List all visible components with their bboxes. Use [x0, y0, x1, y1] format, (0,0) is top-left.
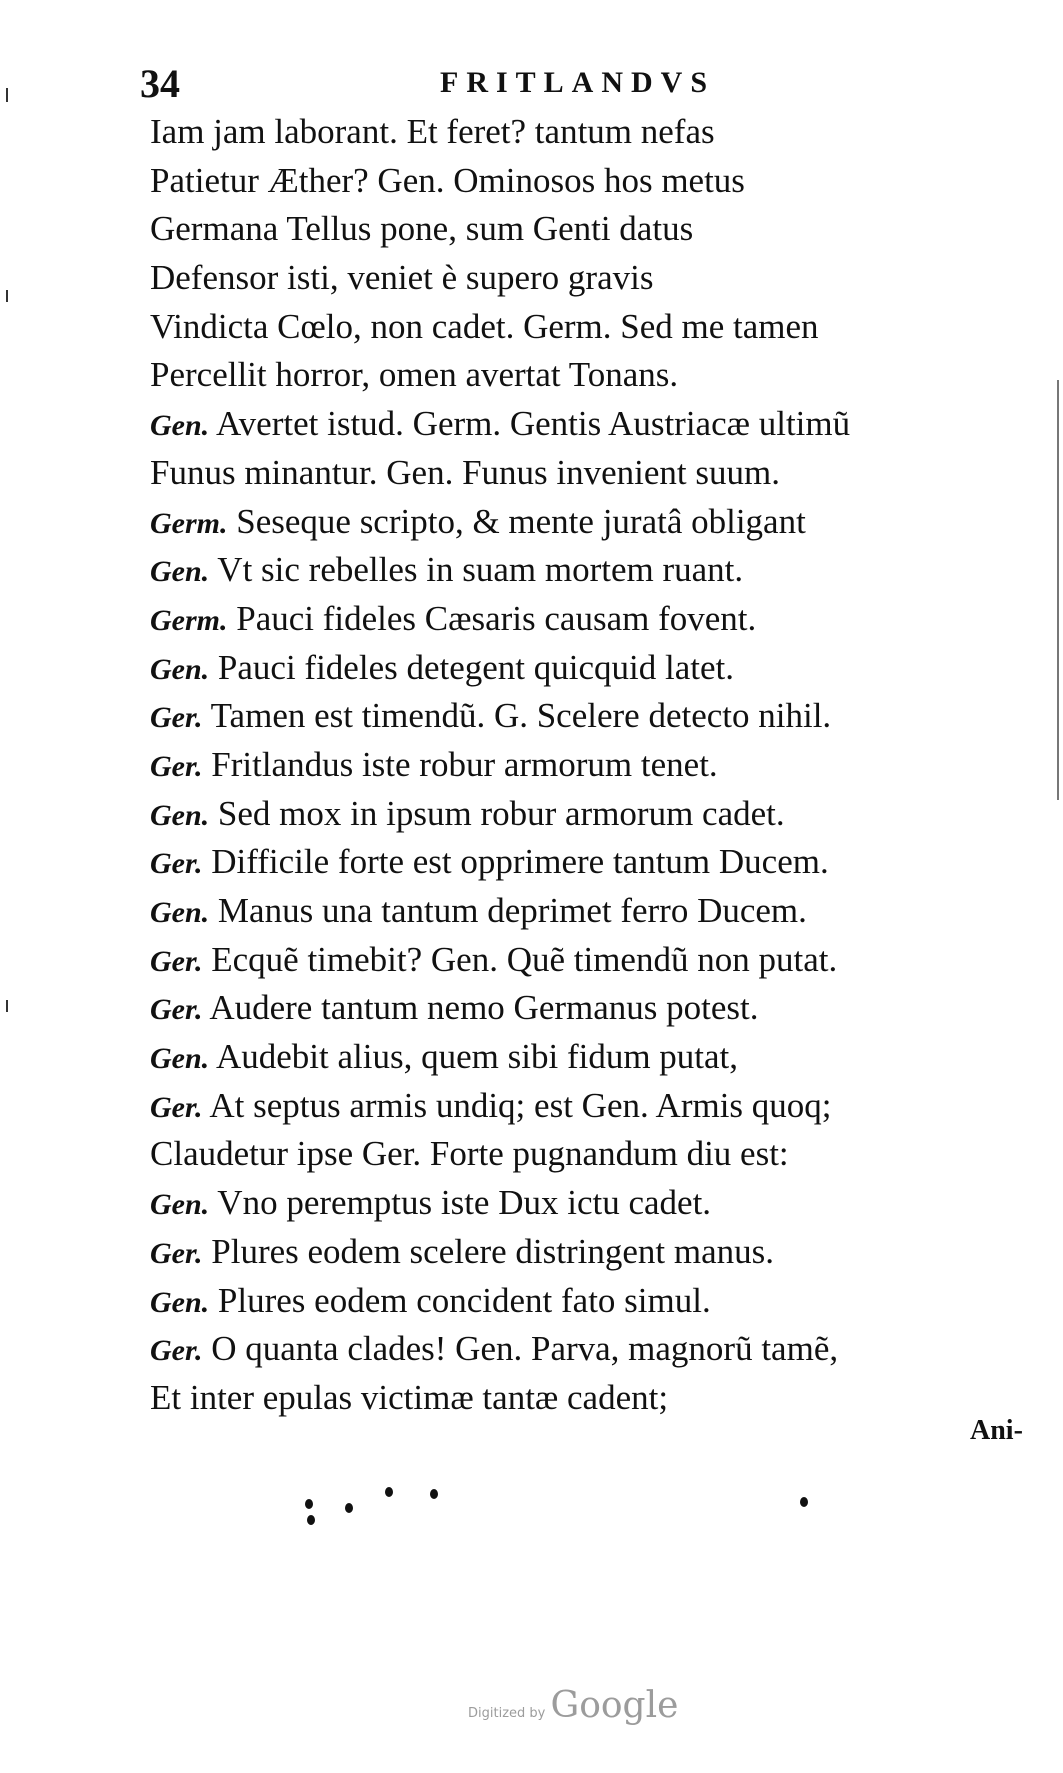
verse-text: O quanta clades! Gen. Parva, magnorũ tamẽ,: [211, 1329, 839, 1369]
verse-line: [150, 157, 1030, 206]
verse-text: Seseque scripto, & mente juratâ obligant: [236, 501, 806, 541]
ornament-dot: [430, 1489, 438, 1499]
verse-line: [150, 1130, 1030, 1179]
speaker-label: Gen.: [150, 1285, 210, 1319]
verse-text: Plures eodem scelere distringent manus.: [211, 1231, 775, 1271]
speaker-label: Ger.: [150, 701, 203, 735]
verse-text: Manus una tantum deprimet ferro Ducem.: [217, 891, 807, 930]
watermark-digitized-by: Digitized by: [468, 1706, 546, 1721]
printer-ornament: [305, 1485, 825, 1525]
speaker-label: Ger.: [150, 993, 203, 1027]
catchword: Ani-: [970, 1415, 1023, 1446]
verse-line: [150, 1374, 1030, 1423]
verse-text: Difficile forte est opprimere tantum Ducem.: [211, 842, 829, 882]
ornament-dot: [345, 1503, 353, 1513]
ornament-dot: [307, 1515, 315, 1525]
verse-text: Ecquẽ timebit? Gen. Quẽ timendũ non putat.: [211, 939, 838, 979]
verse-text: Vindicta Cœlo, non cadet. Germ. Sed me tamen: [150, 306, 819, 346]
verse-line: [150, 838, 1030, 887]
verse-line: [150, 741, 1030, 790]
page-header: [140, 60, 900, 110]
verse-text: At septus armis undiq; est Gen. Armis quoq;: [209, 1085, 832, 1125]
speaker-label: Gen.: [150, 652, 210, 686]
verse-line: [150, 644, 1030, 693]
verse-text: Audere tantum nemo Germanus potest.: [209, 988, 759, 1028]
verse-text: Defensor isti, veniet è supero gravis: [150, 258, 654, 298]
verse-line: [150, 1325, 1030, 1374]
verse-text: Pauci fideles detegent quicquid latet.: [217, 647, 735, 687]
margin-mark: [6, 88, 8, 102]
verse-text: Tamen est timendũ. G. Scelere detecto nihil.: [210, 696, 832, 736]
verse-text: Fritlandus iste robur armorum tenet.: [211, 744, 718, 784]
verse-text: Sed mox in ipsum robur armorum cadet.: [217, 793, 785, 833]
speaker-label: Gen.: [150, 409, 210, 443]
speaker-label: Ger.: [150, 944, 203, 978]
verse-text: Iam jam laborant. Et feret? tantum nefas: [150, 112, 715, 151]
speaker-label: Germ.: [150, 506, 228, 540]
verse-text: Avertet istud. Germ. Gentis Austriacæ ultimũ: [216, 404, 851, 444]
ornament-dot: [305, 1499, 313, 1509]
speaker-label: Ger.: [150, 1334, 203, 1368]
speaker-label: Germ.: [150, 603, 228, 637]
verse-text: Audebit alius, quem sibi fidum putat,: [216, 1037, 739, 1077]
verse-line: [150, 936, 1030, 985]
verse-text: Pauci fideles Cæsaris causam fovent.: [236, 598, 757, 638]
ornament-dot: [800, 1497, 808, 1507]
verse-line: [150, 1228, 1030, 1277]
verse-line: [150, 1082, 1030, 1131]
page-number: 34: [140, 61, 180, 106]
verse-text: Claudetur ipse Ger. Forte pugnandum diu est:: [150, 1134, 789, 1174]
verse-line: [150, 254, 1030, 303]
verse-text: Germana Tellus pone, sum Genti datus: [150, 209, 694, 249]
verse-line: [150, 351, 1030, 400]
verse-text: Vt sic rebelles in suam mortem ruant.: [217, 550, 744, 590]
verse-text: Percellit horror, omen avertat Tonans.: [150, 355, 679, 395]
speaker-label: Ger.: [150, 749, 203, 783]
verse-line: [150, 1033, 1030, 1082]
margin-mark: [6, 290, 8, 302]
verse-line: [150, 108, 1030, 157]
verse-line: [150, 1179, 1030, 1228]
verse-line: [150, 546, 1030, 595]
verse-text: Patietur Æther? Gen. Ominosos hos metus: [150, 160, 745, 200]
running-title: FRITLANDVS: [440, 66, 716, 99]
verse-line: [150, 449, 1030, 498]
verse-line: [150, 692, 1030, 741]
speaker-label: Gen.: [150, 555, 210, 589]
verse-line: [150, 303, 1030, 352]
verse-text: Et inter epulas victimæ tantæ cadent;: [150, 1377, 669, 1417]
speaker-label: Ger.: [150, 1090, 203, 1124]
verse-text-block: [150, 108, 1030, 1423]
speaker-label: Gen.: [150, 798, 210, 832]
ornament-dot: [385, 1487, 393, 1497]
verse-line: [150, 595, 1030, 644]
google-logo: Google: [550, 1685, 679, 1726]
verse-line: [150, 984, 1030, 1033]
verse-line: [150, 205, 1030, 254]
margin-mark: [6, 1000, 8, 1012]
verse-line: [150, 400, 1030, 449]
speaker-label: Gen.: [150, 1188, 210, 1222]
verse-text: Vno peremptus iste Dux ictu cadet.: [217, 1183, 712, 1223]
speaker-label: Gen.: [150, 896, 210, 929]
speaker-label: Ger.: [150, 847, 203, 881]
verse-line: [150, 498, 1030, 547]
verse-text: Funus minantur. Gen. Funus invenient suum.: [150, 452, 780, 492]
speaker-label: Ger.: [150, 1236, 203, 1270]
margin-mark: [1057, 380, 1059, 800]
verse-line: [150, 1277, 1030, 1326]
speaker-label: Gen.: [150, 1042, 210, 1076]
verse-line: [150, 887, 1030, 936]
verse-text: Plures eodem concident fato simul.: [217, 1280, 711, 1320]
digitization-watermark: [468, 1685, 678, 1726]
verse-line: [150, 790, 1030, 839]
